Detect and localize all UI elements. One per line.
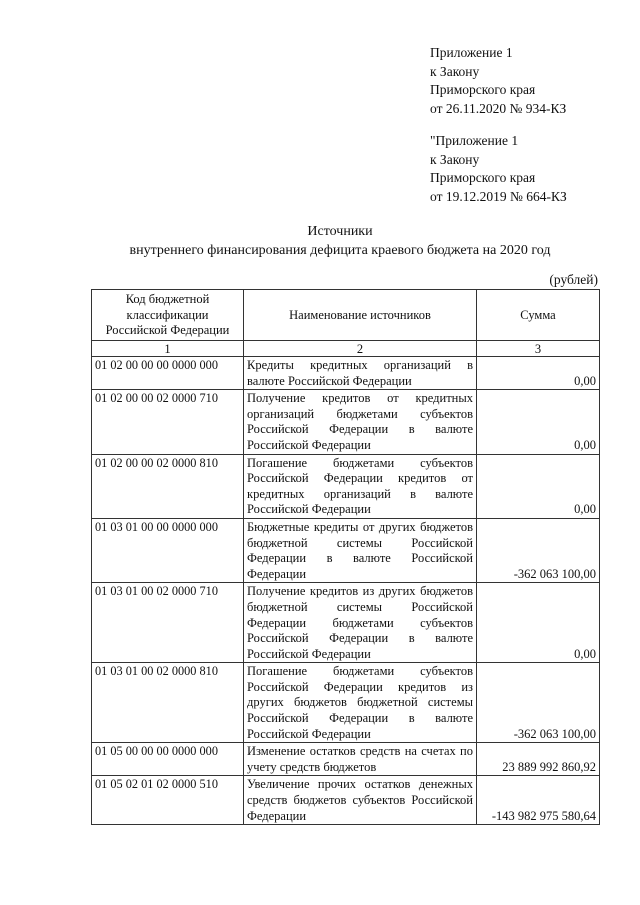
column-number-row	[92, 341, 600, 357]
source-name: Погашение бюджетами субъектов Российской Федерации кредитов из других бюджетов бюджетной системы Российской Федерации в валюте Российской Федерации	[244, 663, 477, 743]
amount: 23 889 992 860,92	[477, 743, 600, 776]
table-row	[92, 776, 600, 825]
appendix-law-date: от 26.11.2020 № 934-КЗ	[430, 100, 567, 116]
table-row	[92, 583, 600, 663]
column-number: 3	[477, 341, 600, 357]
table-row	[92, 390, 600, 454]
source-name: Кредиты кредитных организаций в валюте Российской Федерации	[244, 357, 477, 390]
header-name: Наименование источников	[244, 290, 477, 341]
table-row	[92, 454, 600, 518]
source-name: Погашение бюджетами субъектов Российской Федерации кредитов от кредитных организаций в валюте Российской Федерации	[244, 454, 477, 518]
table-row	[92, 663, 600, 743]
column-number: 1	[92, 341, 244, 357]
amount: 0,00	[477, 357, 600, 390]
budget-code: 01 02 00 00 02 0000 710	[92, 390, 244, 454]
header-sum: Сумма	[477, 290, 600, 341]
budget-code: 01 05 02 01 02 0000 510	[92, 776, 244, 825]
source-name: Бюджетные кредиты от других бюджетов бюджетной системы Российской Федерации в валюте Российской Федерации	[244, 518, 477, 582]
title-line-1: Источники	[307, 224, 373, 239]
source-name: Получение кредитов от кредитных организаций бюджетами субъектов Российской Федерации в валюте Российской Федерации	[244, 390, 477, 454]
source-name: Получение кредитов из других бюджетов бюджетной системы Российской Федерации бюджетами субъектов Российской Федерации в валюте Российской Федерации	[244, 583, 477, 663]
source-name: Изменение остатков средств на счетах по учету средств бюджетов	[244, 743, 477, 776]
table-header-row	[92, 290, 600, 341]
appendix-previous-law	[430, 132, 630, 206]
amount: -143 982 975 580,64	[477, 776, 600, 825]
appendix-law-ref: к Закону	[430, 63, 480, 79]
appendix-region: Приморского края	[430, 82, 536, 97]
appendix-current-law	[430, 44, 630, 118]
table-row	[92, 518, 600, 582]
amount: 0,00	[477, 583, 600, 663]
appendix-label: Приложение 1	[430, 45, 513, 60]
source-name: Увеличение прочих остатков денежных средств бюджетов субъектов Российской Федерации	[244, 776, 477, 825]
amount: -362 063 100,00	[477, 663, 600, 743]
budget-code: 01 05 00 00 00 0000 000	[92, 743, 244, 776]
financing-sources-table	[91, 289, 600, 825]
amount: 0,00	[477, 390, 600, 454]
currency-units: (рублей)	[549, 272, 598, 287]
amount: -362 063 100,00	[477, 518, 600, 582]
appendix-law-ref: к Закону	[430, 151, 480, 167]
appendix-law-date: от 19.12.2019 № 664-КЗ	[430, 188, 567, 204]
table-row	[92, 743, 600, 776]
table-row	[92, 357, 600, 390]
budget-code: 01 02 00 00 02 0000 810	[92, 454, 244, 518]
budget-code: 01 02 00 00 00 0000 000	[92, 357, 244, 390]
title-line-2: внутреннего финансирования дефицита краевого бюджета на 2020 год	[129, 243, 551, 258]
header-code: Код бюджетной классификации Российской Федерации	[92, 290, 244, 341]
document-title	[40, 222, 640, 260]
budget-code: 01 03 01 00 02 0000 810	[92, 663, 244, 743]
budget-code: 01 03 01 00 00 0000 000	[92, 518, 244, 582]
amount: 0,00	[477, 454, 600, 518]
column-number: 2	[244, 341, 477, 357]
appendix-label: "Приложение 1	[430, 133, 519, 148]
budget-code: 01 03 01 00 02 0000 710	[92, 583, 244, 663]
appendix-region: Приморского края	[430, 170, 536, 185]
